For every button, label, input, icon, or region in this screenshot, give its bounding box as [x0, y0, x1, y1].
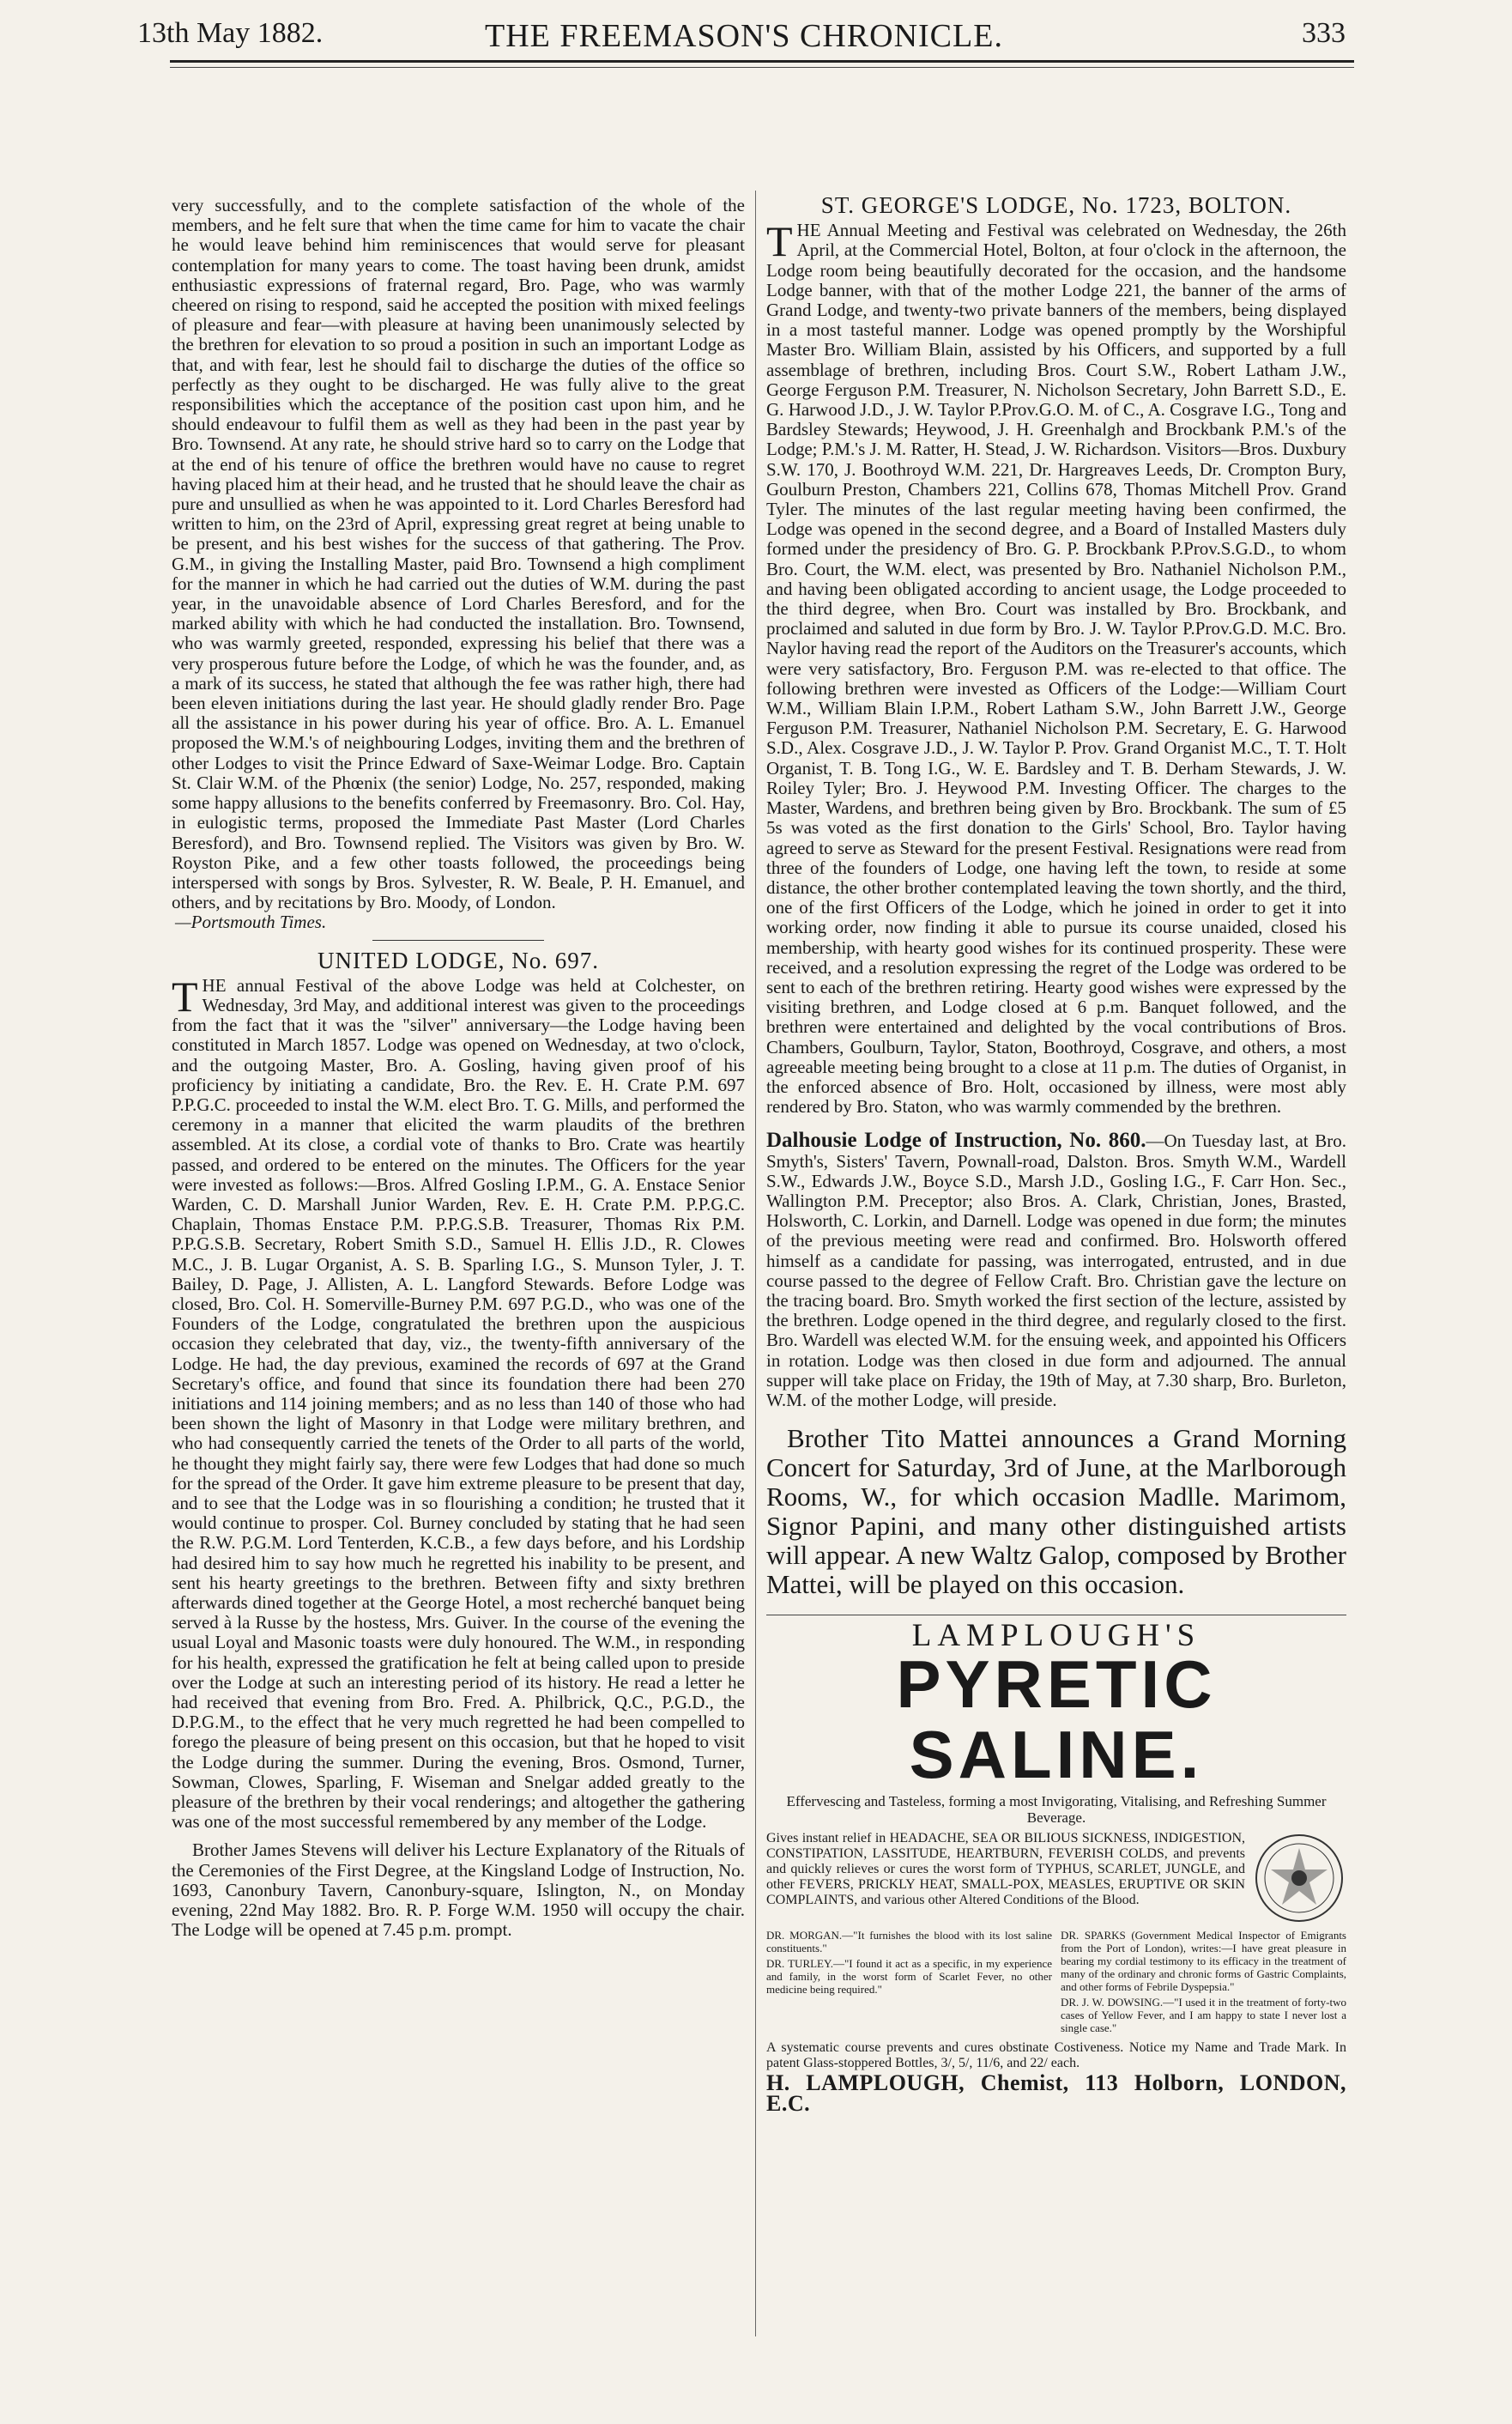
- trade-mark-seal-icon: [1252, 1831, 1346, 1925]
- ad-testimonial: DR. TURLEY.—"I found it act as a specific, in my experience and family, in the worst form of Scarlet Fever, no other medicine being required.": [766, 1957, 1052, 1997]
- article-source: —Portsmouth Times.: [175, 912, 327, 933]
- stevens-lecture-notice: Brother James Stevens will deliver his Lecture Explanatory of the Rituals of the Ceremonies of the First Degree, at the Kingsland Lodge of Instruction, No. 1693, Canonbury Tavern, Canonbury-square, Islington, N., on Monday evening, 22nd May 1882. Bro. R. P. Forge W.M. 1950 will occupy the chair. The Lodge will be opened at 7.45 p.m. prompt.: [172, 1839, 745, 1941]
- header-rule-thin: [170, 67, 1354, 68]
- dalhousie-lodge-title: Dalhousie Lodge of Instruction, No. 860.: [766, 1129, 1146, 1153]
- newspaper-title: THE FREEMASON'S CHRONICLE.: [485, 18, 1003, 54]
- united-lodge-text: HE annual Festival of the above Lodge was held at Colchester, on Wednesday, 3rd May, and additional interest was given to the proceedings from the fact that it was the "silver" anniversary—the Lodge having been constituted in March 1857. Lodge was opened on Wednesday, at two o'clock, and the outgoing Master, Bro. A. Gosling, having given proof of his proficiency by initiating a candidate, Bro. the Rev. E. H. Crate P.M. 697 P.P.G.C. proceeded to instal the W.M. elect Bro. T. G. Mills, and performed the ceremony in a manner that elicited the warm plaudits of the brethren assembled. At its close, a cordial vote of thanks to Bro. Crate was heartily passed, and ordered to be entered on the minutes. The Officers for the year were invested as follows:—Bros. Alfred Gosling I.P.M., G. A. Enstace Senior Warden, C. D. Marshall Junior Warden, Rev. E. H. Crate P.M. P.P.G.C. Chaplain, Thomas Enstace P.M. P.P.G.S.B. Treasurer, Thomas Rix P.M. P.P.G.S.B. Secretary, Robert Smith S.D., Samuel H. Ellis J.D., R. Clowes M.C., J. B. Lugar Organist, A. S. B. Sparling I.G., S. Munson Tyler, J. T. Bailey, D. Page, J. Allisten, A. L. Langford Stewards. Before Lodge was closed, Bro. Col. H. Somerville-Burney P.M. 697 P.G.D., who was one of the Founders of the Lodge, congratulated the brethren upon the auspicious occasion they celebrated that day, viz., the twenty-fifth anniversary of the Lodge. He had, the day previous, examined the records of 697 at the Grand Secretary's office, and found that since its foundation there had been 270 initiations and 114 joining members; and as no less than 140 of those who had been shown the light of Masonry in that Lodge were military brethren, and who had consequently carried the tenets of the Order to all parts of the world, he thought they might fairly say, there were few Lodges that had done so much for the spread of the Order. It gave him extreme pleasure to be present that day, and to see that the Lodge was in so flourishing a condition; he trusted that it would continue to prosper. Col. Burney concluded by stating that he had seen the R.W. P.G.M. Lord Tenterden, K.C.B., a few days before, and his Lordship had desired him to say how much he regretted his inability to be present, and sent his hearty greetings to the brethren. Between fifty and sixty brethren afterwards dined together at the George Hotel, a most recherché banquet being served à la Russe by the hostess, Mrs. Guiver. In the course of the evening the usual Loyal and Masonic toasts were duly honoured. The W.M., in responding for his health, expressed the gratification he felt at being called upon to preside over the Lodge at such an interesting period of its history. He read a letter he had received that evening from Bro. Fred. A. Philbrick, Q.C., P.G.D., the D.P.G.M., to the effect that he very much regretted he had been compelled to forego the pleasure of being present on this occasion, but that he hoped to visit the Lodge during the summer. During the evening, Bros. Osmond, Turner, Sowman, Clowes, Sparling, F. Wiseman and Snelgar added greatly to the pleasure of the brethren by their vocal renderings; and altogether the gathering was one of the most successful remembered by any member of the Lodge.: [172, 974, 745, 1833]
- ad-body-text: Gives instant relief in HEADACHE, SEA OR BILIOUS SICKNESS, INDIGESTION, CONSTIPATION, LASSITUDE, HEARTBURN, FEVERISH COLDS, and prevents and quickly relieves or cures the worst form of TYPHUS, SCARLET, JUNGLE, and other FEVERS, PRICKLY HEAT, SMALL-POX, MEASLES, ERUPTIVE OR SKIN COMPLAINTS, and various other Altered Conditions of the Blood.: [766, 1831, 1245, 1908]
- column-divider: [755, 191, 756, 2336]
- united-lodge-heading: UNITED LODGE, No. 697.: [318, 947, 599, 973]
- page-number: 333: [1302, 17, 1346, 49]
- st-george-lodge-heading: ST. GEORGE'S LODGE, No. 1723, BOLTON.: [820, 192, 1292, 218]
- ad-brand: LAMPLOUGH'S: [911, 1618, 1201, 1654]
- drop-cap: T: [766, 217, 793, 266]
- dalhousie-lodge-text: —On Tuesday last, at Bro. Smyth's, Sisters' Tavern, Pownall-road, Dalston. Bros. Smyth W.M., Wardell S.W., Edwards J.W., Boyce S.D., Marsh J.D., Gosling I.G., F. Carr Hon. Sec., Wallington P.M. Preceptor; also Bros. A. Clark, Christian, Jones, Brasted, Holsworth, C. Lorkin, and Darnell. Lodge was opened in due form; the minutes of the previous meeting were read and confirmed. Bro. Holsworth offered himself as a candidate for passing, was interrogated, entrusted, and in due course passed to the degree of Fellow Craft. Bro. Christian gave the lecture on the tracing board. Bro. Smyth worked the first section of the lecture, assisted by the brethren. Lodge opened in the third degree, and regularly closed to the first. Bro. Wardell was elected W.M. for the ensuing week, and appointed his Officers in rotation. Lodge was then closed in due form and adjourned. The annual supper will take place on Friday, the 19th of May, at 7.30 sharp, Bro. Burleton, W.M. of the mother Lodge, will preside.: [766, 1130, 1346, 1410]
- mattei-concert-notice: Brother Tito Mattei announces a Grand Morning Concert for Saturday, 3rd of June, at the Marlborough Rooms, W., for which occasion Madlle. Marimom, Signor Papini, and many other distinguished artists will appear. A new Waltz Galop, composed by Brother Mattei, will be played on this occasion.: [766, 1423, 1346, 1600]
- masthead: [137, 10, 1346, 62]
- left-column: [172, 196, 745, 1940]
- ad-testimonial: DR. J. W. DOWSING.—"I used it in the treatment of forty-two cases of Yellow Fever, and I am happy to state I never lost a single case.": [1061, 1996, 1346, 2035]
- ad-footnote: A systematic course prevents and cures obstinate Costiveness. Notice my Name and Trade Mark. In patent Glass-stoppered Bottles, 3/, 5/, 11/6, and 22/ each.: [766, 2040, 1346, 2071]
- drop-cap: T: [172, 972, 198, 1021]
- right-column: [766, 192, 1346, 2116]
- issue-date: 13th May 1882.: [137, 17, 324, 49]
- ad-product-name: PYRETIC SALINE.: [896, 1646, 1217, 1793]
- ad-tagline: Effervescing and Tasteless, forming a most Invigorating, Vitalising, and Refreshing Summer Beverage.: [786, 1793, 1327, 1827]
- ad-testimonial: DR. MORGAN.—"It furnishes the blood with its lost saline constituents.": [766, 1929, 1052, 1955]
- dalhousie-lodge-report: [766, 1130, 1346, 1410]
- portsmouth-report-text: very successfully, and to the complete satisfaction of the whole of the members, and he felt sure that when the time came for him to vacate the chair he would leave behind him reminiscences that would serve for pleasant contemplation for many years to come. The toast having been drunk, amidst enthusiastic expressions of fraternal regard, Bro. Page, who was warmly cheered on rising to respond, said he accepted the position with mixed feelings of pleasure and fear—with pleasure at having been unanimously selected by the brethren for elevation to so proud a position in such an important Lodge as that, and with fear, lest he should fail to discharge the duties of the office so perfectly as they ought to be discharged. He was fully alive to the great responsibilities which the acceptance of the position cast upon him, and he should endeavour to fulfil them as well as they had been in the past year by Bro. Townsend. At any rate, he should strive hard so to carry on the Lodge that at the end of his tenure of office the brethren would have no cause to regret having placed him at their head, and he trusted that he should leave the chair as pure and unsullied as when he was appointed to it. Lord Charles Beresford had written to him, on the 23rd of April, expressing great regret at being unable to be present, and his best wishes for the success of that gathering. The Prov. G.M., in giving the Installing Master, paid Bro. Townsend a high compliment for the manner in which he had carried out the duties of W.M. during the past year, in the unavoidable absence of Lord Charles Beresford, and for the marked ability with which he had conducted the installation. Bro. Townsend, who was warmly greeted, responded, expressing his belief that there was a very prosperous future before the Lodge, of which he was the founder, and, as a mark of its success, he stated that although the fee was rather high, there had been eleven initiations during the last year. He should gladly render Bro. Page all the assistance in his power during his year of office. Bro. A. L. Emanuel proposed the W.M.'s of neighbouring Lodges, inviting them and the brethren of other Lodges to visit the Prince Edward of Saxe-Weimar Lodge. Bro. Captain St. Clair W.M. of the Phœnix (the senior) Lodge, No. 257, responded, making some happy allusions to the benefits conferred by Freemasonry. Bro. Col. Hay, in eulogistic terms, proposed the Immediate Past Master (Lord Charles Beresford), and Bro. Townsend replied. The Visitors was given by Bro. W. Royston Pike, and a few other toasts followed, the proceedings being interspersed with songs by Bros. Sylvester, R. W. Beale, P. H. Emanuel, and others, and by recitations by Bro. Moody, of London.: [172, 195, 745, 913]
- st-george-lodge-article: [766, 217, 1346, 1118]
- st-george-lodge-text: HE Annual Meeting and Festival was celebrated on Wednesday, the 26th April, at the Commercial Hotel, Bolton, at four o'clock in the afternoon, the Lodge room being beautifully decorated for the occasion, and the handsome Lodge banner, with that of the mother Lodge 221, the banner of the arms of Grand Lodge, and twenty-two private banners of the members, being displayed in a most tasteful manner. Lodge was opened promptly by the Worshipful Master Bro. William Blain, assisted by his Officers, and supported by a full assemblage of brethren, including Bros. Court S.W., Robert Latham J.W., George Ferguson P.M. Treasurer, N. Nicholson Secretary, John Barrett S.D., E. G. Harwood J.D., J. W. Taylor P.Prov.G.O. M. of C., A. Cosgrave I.G., Tong and Bardsley Stewards; Heywood, J. H. Greenhalgh and Brockbank P.M.'s of the Lodge; P.M.'s J. M. Ratter, H. Stead, J. W. Richardson. Visitors—Bros. Duxbury S.W. 170, J. Boothroyd W.M. 221, Dr. Hargreaves Leeds, Dr. Crompton Bury, Goulburn Preston, Chambers 221, Collins 678, Thomas Mitchell Prov. Grand Tyler. The minutes of the last regular meeting having been confirmed, the Lodge was opened in the second degree, and a Board of Installed Masters duly formed under the presidency of Bro. G. P. Brockbank P.Prov.S.G.D., to whom Bro. Court, the W.M. elect, was presented by Bro. Nathaniel Nicholson P.M., and having been obligated according to ancient usage, the Lodge proceeded to the third degree, when Bro. Court was installed by Bro. Brockbank, and proclaimed and saluted in due form by Bro. J. W. Taylor P.Prov.G.D. M.C. Bro. Naylor having read the report of the Auditors on the Treasurer's accounts, which were very satisfactory, Bro. Ferguson P.M. was re-elected to that office. The following brethren were invested as Officers of the Lodge:—William Court W.M., William Blain I.P.M., Robert Latham S.W., John Barrett J.W., George Ferguson P.M. Treasurer, Nathaniel Nicholson P.M. Secretary, E. G. Harwood S.D., Alex. Cosgrave J.D., J. W. Taylor P. Prov. Grand Organist M.C., T. T. Holt Organist, T. B. Tong I.G., W. E. Bardsley and T. B. Derham Stewards, J. W. Roiley Tyler; Bro. J. Heywood P.M. Investing Officer. The charges to the Master, Wardens, and brethren being given by Bro. Brockbank. The sum of £5 5s was voted as the first donation to the Girls' School, Bro. Taylor having agreed to serve as Steward for the present Festival. Resignations were read from three of the founders of Lodge, one having left the town, to reside at some distance, the other brother contemplated leaving the town shortly, and the third, one of the first Officers of the Lodge, which he joined in order to get it into working order, now finding it able to pursue its course unaided, closed his membership, with hearty good wishes for its continued prosperity. These were received, and a resolution expressing the regret of the Lodge was ordered to be sent to each of the brethren retiring. Hearty good wishes were expressed by the visiting brethren, and Lodge closed at 6 p.m. Banquet followed, and the brethren were entertained and delighted by the vocal contributions of Bros. Chambers, Goulburn, Taylor, Staton, Boothroyd, Cosgrave, and others, a most agreeable meeting being brought to a close at 11 p.m. The duties of Organist, in the enforced absence of Bro. Holt, occasioned by illness, were most ably rendered by Bro. Staton, who was warmly commended by the brethren.: [766, 220, 1346, 1118]
- ad-signature: H. LAMPLOUGH, Chemist, 113 Holborn, LONDON, E.C.: [766, 2070, 1346, 2116]
- ad-testimonial: DR. SPARKS (Government Medical Inspector of Emigrants from the Port of London), writes:—I have great pleasure in bearing my cordial testimony to its efficacy in the treatment of many of the ordinary and chronic forms of Gastric Complaints, and other forms of Febrile Dyspepsia.": [1061, 1929, 1346, 1994]
- pyretic-saline-advertisement: [766, 1615, 1346, 2116]
- header-rule: [170, 60, 1354, 63]
- united-lodge-article: [172, 972, 745, 1833]
- section-divider: [372, 940, 544, 941]
